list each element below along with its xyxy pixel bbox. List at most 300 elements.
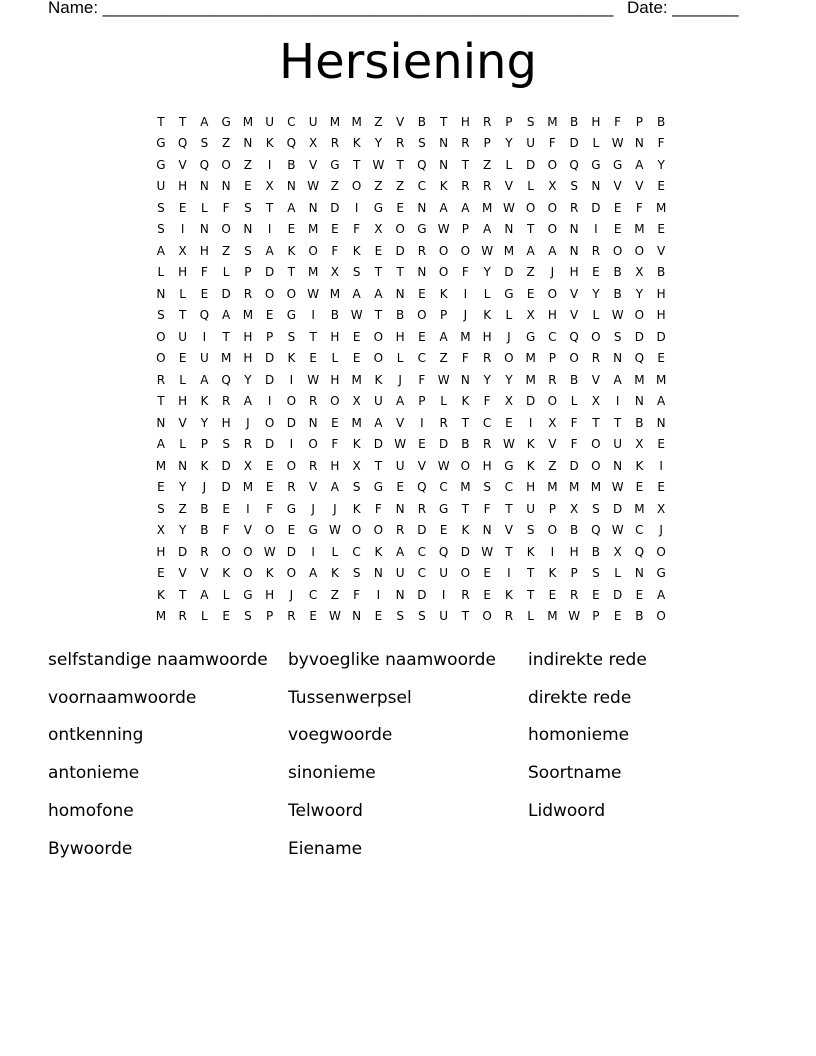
grid-letter: V (570, 308, 579, 323)
grid-letter: E (396, 200, 404, 215)
grid-letter: Z (548, 458, 557, 473)
grid-letter: N (373, 566, 383, 581)
grid-letter: R (200, 544, 209, 559)
grid-letter: U (526, 501, 536, 516)
grid-letter: N (156, 415, 166, 430)
grid-letter: N (460, 372, 470, 387)
grid-letter: W (307, 372, 320, 387)
grid-row (150, 455, 672, 477)
grid-letter: L (505, 308, 513, 323)
grid-letter: C (417, 544, 427, 559)
grid-letter: R (395, 523, 405, 538)
grid-letter: O (460, 243, 471, 258)
grid-letter: N (417, 200, 427, 215)
grid-letter: F (331, 437, 339, 452)
grid-letter: O (264, 523, 275, 538)
grid-row (150, 176, 672, 198)
grid-letter: Q (417, 480, 427, 495)
grid-letter: L (222, 265, 230, 280)
grid-letter: N (482, 523, 492, 538)
grid-letter: Y (483, 265, 491, 280)
grid-letter: B (613, 286, 622, 301)
grid-letter: G (156, 136, 166, 151)
grid-letter: O (656, 544, 666, 559)
grid-letter: J (311, 501, 315, 516)
grid-letter: L (179, 286, 186, 301)
grid-letter: S (244, 243, 252, 258)
grid-row (150, 584, 672, 606)
grid-letter: T (178, 114, 187, 129)
grid-letter: K (439, 179, 448, 194)
grid-letter: M (307, 222, 319, 237)
grid-letter: J (333, 501, 337, 516)
grid-letter: R (287, 609, 296, 624)
grid-letter: D (526, 394, 536, 409)
grid-letter: T (374, 458, 383, 473)
grid-letter: H (482, 329, 492, 344)
grid-letter: K (483, 308, 492, 323)
grid-letter: A (439, 200, 448, 215)
grid-letter: I (202, 329, 207, 344)
grid-letter: L (201, 200, 208, 215)
grid-letter: Q (634, 351, 645, 366)
grid-letter: Z (483, 157, 492, 172)
grid-letter: S (244, 200, 252, 215)
grid-letter: E (287, 523, 296, 538)
grid-letter: G (504, 458, 514, 473)
grid-letter: O (243, 544, 253, 559)
grid-letter: R (156, 372, 166, 387)
grid-letter: M (655, 372, 667, 387)
grid-letter: O (547, 523, 558, 538)
grid-letter: W (611, 136, 624, 151)
grid-letter: I (420, 415, 424, 430)
grid-letter: O (308, 243, 318, 258)
grid-letter: X (374, 222, 383, 237)
grid-letter: Z (439, 351, 448, 366)
grid-letter: E (483, 587, 491, 602)
grid-letter: E (222, 609, 230, 624)
grid-row (150, 262, 672, 284)
grid-letter: Y (592, 286, 600, 301)
grid-letter: G (417, 222, 427, 237)
grid-letter: F (374, 501, 382, 516)
word-list-item: Telwoord (288, 801, 363, 822)
grid-row (150, 326, 672, 348)
grid-letter: O (156, 329, 166, 344)
grid-letter: T (526, 587, 535, 602)
grid-letter: F (331, 243, 339, 258)
grid-letter: L (570, 394, 578, 409)
grid-letter: O (373, 523, 384, 538)
grid-letter: U (373, 394, 383, 409)
grid-letter: D (439, 437, 449, 452)
grid-row (150, 498, 672, 520)
grid-letter: K (374, 372, 383, 387)
grid-letter: J (550, 265, 555, 280)
grid-letter: K (330, 566, 339, 581)
grid-letter: R (482, 114, 492, 129)
grid-letter: N (395, 501, 405, 516)
grid-letter: Y (505, 136, 513, 151)
word-list-item: direkte rede (528, 687, 632, 708)
grid-letter: M (460, 329, 471, 344)
grid-letter: N (199, 222, 209, 237)
grid-letter: Z (374, 179, 383, 194)
grid-letter: D (395, 243, 405, 258)
grid-letter: D (286, 415, 296, 430)
grid-letter: H (656, 308, 666, 323)
grid-letter: T (396, 265, 404, 280)
grid-letter: D (221, 480, 231, 495)
grid-letter: R (221, 394, 231, 409)
grid-letter: L (505, 157, 513, 172)
grid-letter: D (656, 329, 666, 344)
grid-letter: N (352, 609, 362, 624)
grid-letter: S (483, 480, 491, 495)
grid-letter: G (656, 566, 666, 581)
grid-letter: A (243, 394, 252, 409)
grid-letter: O (308, 437, 318, 452)
grid-letter: G (438, 501, 449, 516)
grid-letter: I (550, 544, 555, 559)
grid-letter: O (547, 222, 558, 237)
grid-letter: S (592, 501, 600, 516)
grid-letter: M (547, 609, 558, 624)
grid-letter: G (330, 157, 340, 172)
grid-letter: C (287, 114, 296, 129)
grid-letter: S (570, 179, 578, 194)
grid-letter: H (330, 329, 340, 344)
word-list-item: indirekte rede (528, 649, 647, 670)
grid-row (150, 111, 672, 133)
grid-letter: R (243, 437, 253, 452)
grid-letter: F (353, 222, 361, 237)
grid-letter: R (482, 179, 492, 194)
grid-letter: A (396, 544, 405, 559)
grid-letter: Q (199, 157, 210, 172)
grid-letter: E (374, 609, 383, 624)
grid-letter: R (461, 136, 470, 151)
grid-letter: B (287, 157, 296, 172)
grid-letter: A (396, 394, 405, 409)
grid-letter: E (178, 200, 187, 215)
word-list-item: voegwoorde (288, 725, 393, 746)
grid-letter: X (548, 415, 557, 430)
grid-letter: I (507, 566, 511, 581)
grid-row (150, 369, 672, 391)
grid-letter: O (351, 523, 362, 538)
grid-letter: H (265, 587, 275, 602)
grid-letter: A (439, 329, 448, 344)
grid-letter: P (548, 501, 556, 516)
grid-letter: W (502, 437, 515, 452)
grid-letter: O (634, 243, 645, 258)
word-list-item: homonieme (528, 725, 630, 746)
grid-letter: F (657, 136, 665, 151)
grid-letter: F (570, 415, 578, 430)
grid-letter: Q (569, 329, 579, 344)
grid-letter: H (156, 544, 166, 559)
grid-letter: V (309, 157, 318, 172)
grid-letter: E (526, 286, 535, 301)
grid-letter: E (657, 222, 665, 237)
grid-letter: W (307, 179, 320, 194)
grid-letter: N (656, 415, 666, 430)
grid-letter: O (591, 437, 601, 452)
grid-letter: Z (222, 243, 231, 258)
grid-letter: U (265, 114, 275, 129)
grid-letter: A (613, 372, 622, 387)
grid-letter: E (309, 609, 317, 624)
grid-letter: N (417, 265, 427, 280)
grid-letter: W (328, 523, 341, 538)
grid-letter: M (590, 480, 602, 495)
grid-letter: R (591, 243, 601, 258)
grid-letter: W (437, 372, 450, 387)
grid-letter: K (461, 523, 470, 538)
grid-letter: R (417, 243, 427, 258)
grid-letter: O (286, 458, 297, 473)
grid-letter: C (439, 480, 448, 495)
word-list-item: sinonieme (288, 763, 376, 784)
grid-letter: G (373, 200, 384, 215)
grid-letter: E (222, 501, 230, 516)
grid-letter: B (396, 308, 405, 323)
grid-letter: D (417, 523, 427, 538)
grid-letter: T (592, 415, 600, 430)
grid-letter: H (243, 329, 253, 344)
grid-row (150, 154, 672, 176)
grid-row (150, 283, 672, 305)
grid-letter: S (157, 200, 165, 215)
grid-letter: B (657, 265, 666, 280)
grid-letter: P (592, 609, 600, 624)
grid-letter: P (461, 222, 469, 237)
grid-letter: T (505, 501, 513, 516)
grid-letter: L (179, 372, 186, 387)
grid-letter: C (635, 523, 644, 538)
grid-letter: N (634, 394, 644, 409)
grid-letter: G (243, 587, 253, 602)
grid-letter: Q (591, 523, 601, 538)
grid-letter: B (635, 609, 644, 624)
grid-letter: G (156, 157, 166, 172)
grid-letter: Z (222, 136, 231, 151)
grid-letter: N (243, 136, 253, 151)
grid-letter: R (395, 136, 405, 151)
grid-letter: O (330, 394, 340, 409)
grid-letter: D (526, 157, 536, 172)
grid-letter: I (289, 372, 294, 387)
grid-letter: W (350, 308, 363, 323)
grid-letter: W (611, 308, 624, 323)
grid-letter: R (548, 372, 557, 387)
grid-letter: E (548, 587, 557, 602)
grid-letter: Z (526, 265, 535, 280)
grid-letter: A (526, 243, 535, 258)
grid-letter: X (178, 243, 187, 258)
grid-letter: L (527, 609, 534, 624)
grid-letter: H (243, 351, 253, 366)
grid-letter: L (483, 286, 491, 301)
grid-letter: O (286, 566, 297, 581)
grid-letter: U (526, 136, 536, 151)
grid-letter: L (331, 544, 339, 559)
grid-letter: K (461, 394, 470, 409)
grid-letter: S (157, 501, 165, 516)
grid-letter: O (264, 415, 275, 430)
grid-letter: B (200, 523, 209, 538)
grid-letter: E (374, 243, 383, 258)
grid-letter: M (547, 114, 558, 129)
grid-letter: S (222, 437, 230, 452)
grid-letter: A (635, 157, 644, 172)
grid-letter: D (265, 372, 275, 387)
grid-letter: J (463, 308, 468, 323)
grid-row (150, 606, 672, 628)
grid-letter: S (526, 114, 535, 129)
grid-letter: N (439, 136, 449, 151)
grid-letter: V (396, 415, 405, 430)
grid-letter: J (202, 480, 207, 495)
grid-letter: C (417, 351, 427, 366)
grid-letter: X (352, 458, 361, 473)
grid-letter: Q (438, 544, 449, 559)
grid-letter: L (179, 437, 186, 452)
grid-letter: P (570, 566, 578, 581)
grid-letter: V (504, 179, 513, 194)
grid-letter: N (395, 587, 405, 602)
grid-letter: S (157, 308, 165, 323)
grid-letter: G (612, 157, 623, 172)
grid-letter: A (265, 243, 274, 258)
grid-letter: E (244, 179, 252, 194)
grid-letter: G (308, 523, 318, 538)
grid-letter: I (354, 200, 359, 215)
grid-letter: B (330, 308, 339, 323)
grid-letter: G (286, 501, 297, 516)
word-list-item: selfstandige naamwoorde (48, 649, 268, 670)
grid-letter: Q (286, 136, 297, 151)
grid-letter: T (265, 200, 274, 215)
grid-letter: A (352, 286, 361, 301)
grid-letter: P (418, 394, 426, 409)
grid-letter: D (613, 587, 623, 602)
grid-letter: L (222, 587, 230, 602)
grid-letter: T (526, 566, 535, 581)
grid-letter: L (592, 136, 600, 151)
grid-row (150, 477, 672, 499)
grid-letter: I (246, 501, 250, 516)
grid-letter: D (286, 544, 296, 559)
grid-letter: I (267, 222, 272, 237)
grid-letter: V (178, 415, 187, 430)
grid-letter: I (376, 587, 381, 602)
grid-letter: X (265, 179, 274, 194)
grid-letter: A (156, 437, 165, 452)
grid-letter: U (395, 458, 405, 473)
grid-row (150, 197, 672, 219)
grid-letter: N (634, 566, 644, 581)
grid-letter: V (178, 566, 187, 581)
word-list (48, 641, 768, 868)
grid-letter: F (353, 587, 361, 602)
grid-letter: L (157, 265, 165, 280)
grid-letter: K (156, 587, 165, 602)
grid-letter: Y (483, 372, 491, 387)
grid-letter: E (157, 566, 165, 581)
grid-letter: F (635, 200, 643, 215)
grid-letter: V (178, 157, 187, 172)
grid-letter: U (199, 351, 209, 366)
grid-letter: B (200, 501, 209, 516)
grid-letter: W (263, 544, 276, 559)
grid-letter: H (591, 114, 601, 129)
grid-letter: B (570, 372, 579, 387)
grid-letter: A (200, 372, 209, 387)
grid-letter: Q (417, 157, 427, 172)
grid-letter: O (460, 566, 471, 581)
grid-letter: G (373, 480, 384, 495)
grid-letter: G (504, 286, 514, 301)
grid-letter: A (548, 243, 557, 258)
grid-letter: A (374, 286, 383, 301)
grid-letter: L (201, 609, 208, 624)
grid-letter: B (570, 114, 579, 129)
grid-letter: M (634, 501, 645, 516)
grid-letter: X (243, 458, 252, 473)
grid-letter: C (308, 587, 318, 602)
grid-letter: K (526, 458, 535, 473)
grid-row (150, 434, 672, 456)
grid-letter: J (398, 372, 402, 387)
grid-letter: D (330, 200, 340, 215)
grid-letter: X (526, 308, 535, 323)
grid-letter: D (178, 544, 188, 559)
grid-letter: P (548, 351, 556, 366)
grid-letter: H (178, 394, 188, 409)
grid-row (150, 412, 672, 434)
grid-letter: K (439, 286, 448, 301)
grid-letter: S (418, 136, 426, 151)
grid-letter: R (461, 587, 470, 602)
grid-letter: A (330, 480, 339, 495)
grid-letter: M (220, 351, 232, 366)
grid-letter: S (396, 609, 404, 624)
grid-letter: W (372, 157, 385, 172)
grid-letter: V (570, 286, 579, 301)
grid-letter: I (441, 587, 446, 602)
grid-letter: B (657, 114, 666, 129)
grid-letter: X (635, 265, 644, 280)
grid-letter: D (265, 265, 275, 280)
grid-letter: E (657, 179, 665, 194)
grid-letter: B (417, 114, 426, 129)
grid-letter: Z (396, 179, 405, 194)
grid-letter: D (265, 437, 275, 452)
grid-letter: O (243, 566, 253, 581)
grid-letter: K (504, 587, 513, 602)
grid-letter: N (613, 458, 623, 473)
grid-letter: W (611, 523, 624, 538)
grid-letter: N (308, 415, 318, 430)
grid-letter: A (200, 587, 209, 602)
grid-letter: O (286, 286, 297, 301)
grid-letter: V (200, 566, 209, 581)
grid-letter: R (569, 587, 579, 602)
grid-letter: P (440, 308, 448, 323)
